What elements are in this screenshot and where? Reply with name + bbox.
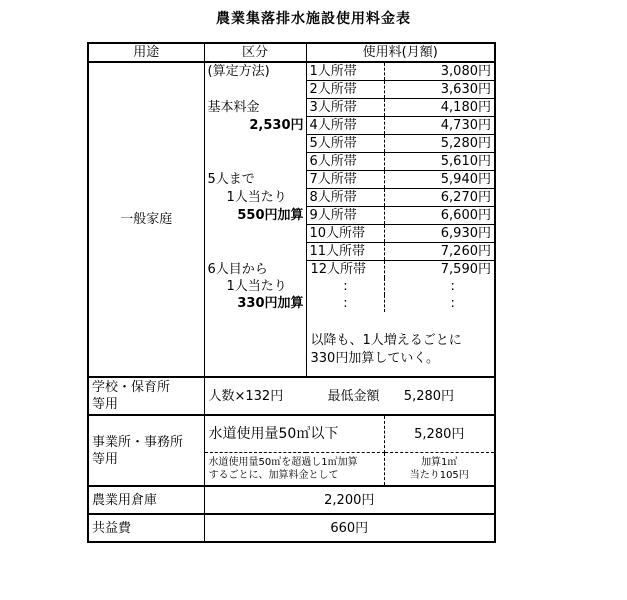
office-add-line1: 加算1㎥ [421,457,458,468]
school-formula: 人数×132円 [208,388,284,404]
header-usage: 用途 [88,43,204,62]
office-row-1 [88,415,495,453]
office-water-text: 水道使用量50㎥以下 [204,415,384,453]
school-formula-cell [204,377,495,415]
up-to-5: 5人まで [204,171,306,189]
ellipsis: : [450,296,455,311]
office-label [88,415,204,486]
household-count: 10人所帯 [306,225,384,243]
household-note [306,329,495,368]
office-water-amount: 5,280円 [384,415,495,453]
household-amount: 5,610円 [384,153,495,171]
household-count: 11人所帯 [306,243,384,261]
household-amount: 4,180円 [384,99,495,117]
from-6: 6人目から [204,261,306,279]
household-count: 12人所帯 [306,261,384,279]
common-label: 共益費 [88,514,204,542]
household-count: 5人所帯 [306,135,384,153]
calc-method: (算定方法) [204,62,306,81]
household-amount: 4,730円 [384,117,495,135]
office-label-line2: 等用 [92,451,119,467]
school-min-amount: 5,280円 [403,388,455,404]
per-person-2: 1人当たり [204,278,306,295]
warehouse-amount: 2,200円 [204,486,495,514]
household-count: 3人所帯 [306,99,384,117]
household-count: 8人所帯 [306,189,384,207]
base-label: 基本料金 [204,99,306,117]
add-330: 330円加算 [204,295,306,312]
office-add-text [384,453,495,487]
household-count: 1人所帯 [306,62,384,81]
office-label-line1: 事業所・事務所 [92,434,184,450]
household-amount: 5,280円 [384,135,495,153]
household-label: 一般家庭 [120,212,173,227]
warehouse-row [88,486,495,514]
per-person-1: 1人当たり [204,189,306,207]
fee-table [87,42,496,543]
household-amount: 5,940円 [384,171,495,189]
warehouse-label: 農業用倉庫 [88,486,204,514]
office-extra-text [204,453,384,487]
header-row [88,43,495,62]
common-row [88,514,495,542]
base-amount: 2,530円 [204,117,306,135]
header-category: 区分 [204,43,306,62]
household-amount: 3,080円 [384,62,495,81]
household-count: 2人所帯 [306,81,384,99]
household-amount: 6,600円 [384,207,495,225]
household-count: 6人所帯 [306,153,384,171]
note-line-2: 330円加算していく。 [310,351,440,366]
common-amount: 660円 [204,514,495,542]
school-min-label: 最低金額 [327,388,380,404]
school-label [88,377,204,415]
household-count: 7人所帯 [306,171,384,189]
page-title: 農業集落排水施設使用料金表 [216,11,411,27]
header-fee: 使用料(月額) [306,43,495,62]
household-amount: 7,590円 [440,262,491,277]
school-label-line1: 学校・保育所 [92,380,171,395]
office-extra-line1: 水道使用量50㎥を超過し1㎥加算 [208,457,358,468]
household-amount: 6,270円 [384,189,495,207]
household-amount: 6,930円 [384,225,495,243]
school-row [88,377,495,415]
office-extra-line2: するごとに、加算料金として [208,470,339,481]
household-amount: 3,630円 [384,81,495,99]
household-amount: 7,260円 [384,243,495,261]
add-550: 550円加算 [204,207,306,225]
household-count: 4人所帯 [306,117,384,135]
ellipsis: : [306,278,384,295]
school-label-line2: 等用 [92,397,119,412]
note-line-1: 以降も、1人増えるごとに [310,333,462,348]
ellipsis: : [306,295,384,312]
household-row-1 [88,62,495,81]
office-add-line2: 当たり105円 [409,470,469,481]
ellipsis: : [450,279,455,294]
household-count: 9人所帯 [306,207,384,225]
